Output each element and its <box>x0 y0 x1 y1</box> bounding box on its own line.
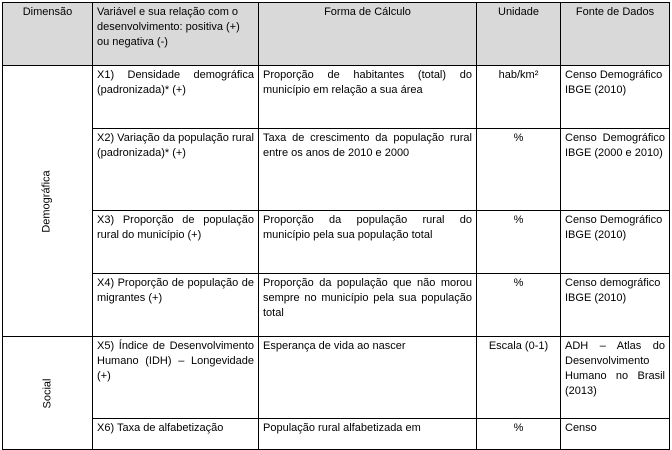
variable-cell: X3) Proporção de população rural do município (+) <box>93 211 259 274</box>
source-cell: ADH – Atlas do Desenvolvimento Humano no Brasil (2013) <box>561 337 670 419</box>
formula-cell: População rural alfabetizada em <box>259 419 477 450</box>
formula-cell: Esperança de vida ao nascer <box>259 337 477 419</box>
table-row <box>3 337 670 419</box>
header-dimensao: Dimensão <box>3 3 93 66</box>
dimension-cell-demografica <box>3 66 93 337</box>
unit-cell: % <box>477 129 561 211</box>
formula-cell: Proporção da população que não morou sempre no município pela sua população total <box>259 274 477 337</box>
source-cell: Censo Demográfico IBGE (2010) <box>561 66 670 129</box>
variable-cell: X2) Variação da população rural (padronizada)* (+) <box>93 129 259 211</box>
formula-cell: Proporção de habitantes (total) do município em relação a sua área <box>259 66 477 129</box>
variables-table <box>2 2 670 450</box>
variable-cell: X5) Índice de Desenvolvimento Humano (IDH) – Longevidade (+) <box>93 337 259 419</box>
source-cell: Censo demográfico IBGE (2010) <box>561 274 670 337</box>
dimension-label-social: Social <box>41 378 53 408</box>
variable-cell: X4) Proporção de população de migrantes (+) <box>93 274 259 337</box>
header-unidade: Unidade <box>477 3 561 66</box>
table-row <box>3 66 670 129</box>
table-row <box>3 274 670 337</box>
dimension-label-demografica: Demográfica <box>40 169 53 233</box>
unit-cell: % <box>477 419 561 450</box>
table-header-row <box>3 3 670 66</box>
header-variavel: Variável e sua relação com o desenvolvimento: positiva (+) ou negativa (-) <box>93 3 259 66</box>
table-row <box>3 129 670 211</box>
table-row <box>3 419 670 450</box>
table-row <box>3 211 670 274</box>
source-cell: Censo Demográfico IBGE (2000 e 2010) <box>561 129 670 211</box>
source-cell: Censo <box>561 419 670 450</box>
dimension-cell-social <box>3 337 93 450</box>
unit-cell: Escala (0-1) <box>477 337 561 419</box>
header-fonte: Fonte de Dados <box>561 3 670 66</box>
unit-cell: hab/km² <box>477 66 561 129</box>
unit-cell: % <box>477 211 561 274</box>
variable-cell: X6) Taxa de alfabetização <box>93 419 259 450</box>
source-cell: Censo Demográfico IBGE (2010) <box>561 211 670 274</box>
formula-cell: Taxa de crescimento da população rural entre os anos de 2010 e 2000 <box>259 129 477 211</box>
header-forma: Forma de Cálculo <box>259 3 477 66</box>
formula-cell: Proporção da população rural do município pela sua população total <box>259 211 477 274</box>
unit-cell: % <box>477 274 561 337</box>
variable-cell: X1) Densidade demográfica (padronizada)* (+) <box>93 66 259 129</box>
